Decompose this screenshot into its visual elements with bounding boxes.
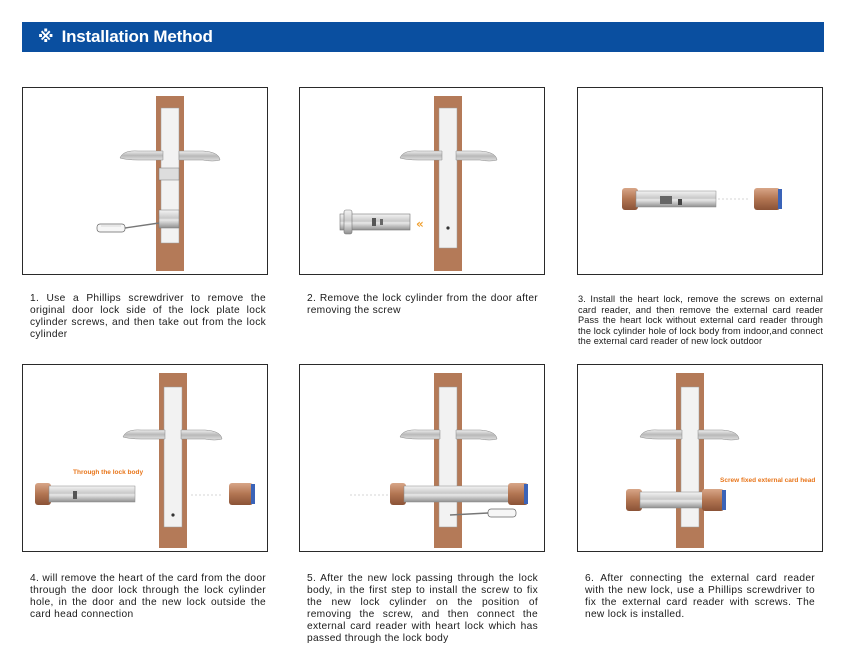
through-lock-body-callout: Through the lock body (73, 469, 144, 476)
step-2-caption: 2. Remove the lock cylinder from the door after removing the screw (307, 293, 538, 316)
step-6-illustration (577, 364, 823, 552)
arrow-left-icon (416, 217, 424, 231)
external-card-reader (754, 188, 782, 210)
heart-lock (390, 483, 528, 505)
screw-fixed-callout: Screw fixed external card head (720, 477, 816, 484)
step-5-illustration (299, 364, 545, 552)
step-5-caption: 5. After the new lock passing through the lock body, in the first step to install the screw to fix the new lock cylinder on the position of removing the screw, and then connect the external card reader with heart lock which has passed through the lock body (307, 573, 538, 644)
reference-mark-icon: ※ (38, 29, 54, 46)
door-edge (434, 373, 462, 548)
heart-lock (622, 188, 716, 210)
door-edge (434, 96, 462, 271)
step-4-illustration (22, 364, 268, 552)
screwdriver-icon (97, 223, 159, 232)
installed-lock (626, 489, 726, 511)
page-title: Installation Method (61, 27, 213, 46)
step-4-caption: 4. will remove the heart of the card from the door through the door lock through the lock cylinder hole, in the door and the new lock outside the card head connection (30, 573, 266, 620)
step-1-illustration (22, 87, 268, 275)
removed-cylinder (340, 210, 410, 234)
step-3-caption: 3. Install the heart lock, remove the screws on external card reader, and then remove the external card reader Pass the heart lock without external card reader through the lock cylinder hole of lock body from indoor,and connect the external card reader of new lock outdoor (578, 294, 823, 346)
heart-lock (35, 483, 135, 505)
step-6-caption: 6. After connecting the external card reader with the new lock, use a Phillips screwdriver to fix the external card reader with screws. The new lock is installed. (585, 573, 815, 620)
door-edge (159, 373, 187, 548)
header-banner (22, 22, 824, 52)
step-1-caption: 1. Use a Phillips screwdriver to remove the original door lock side of the lock plate lock cylinder screws, and then take out from the lock cylinder (30, 293, 266, 340)
external-card-reader (229, 483, 255, 505)
step-3-illustration (577, 87, 823, 275)
door-edge (676, 373, 704, 548)
door-edge (156, 96, 184, 271)
step-2-illustration (299, 87, 545, 275)
svg-text:«: « (416, 217, 424, 231)
